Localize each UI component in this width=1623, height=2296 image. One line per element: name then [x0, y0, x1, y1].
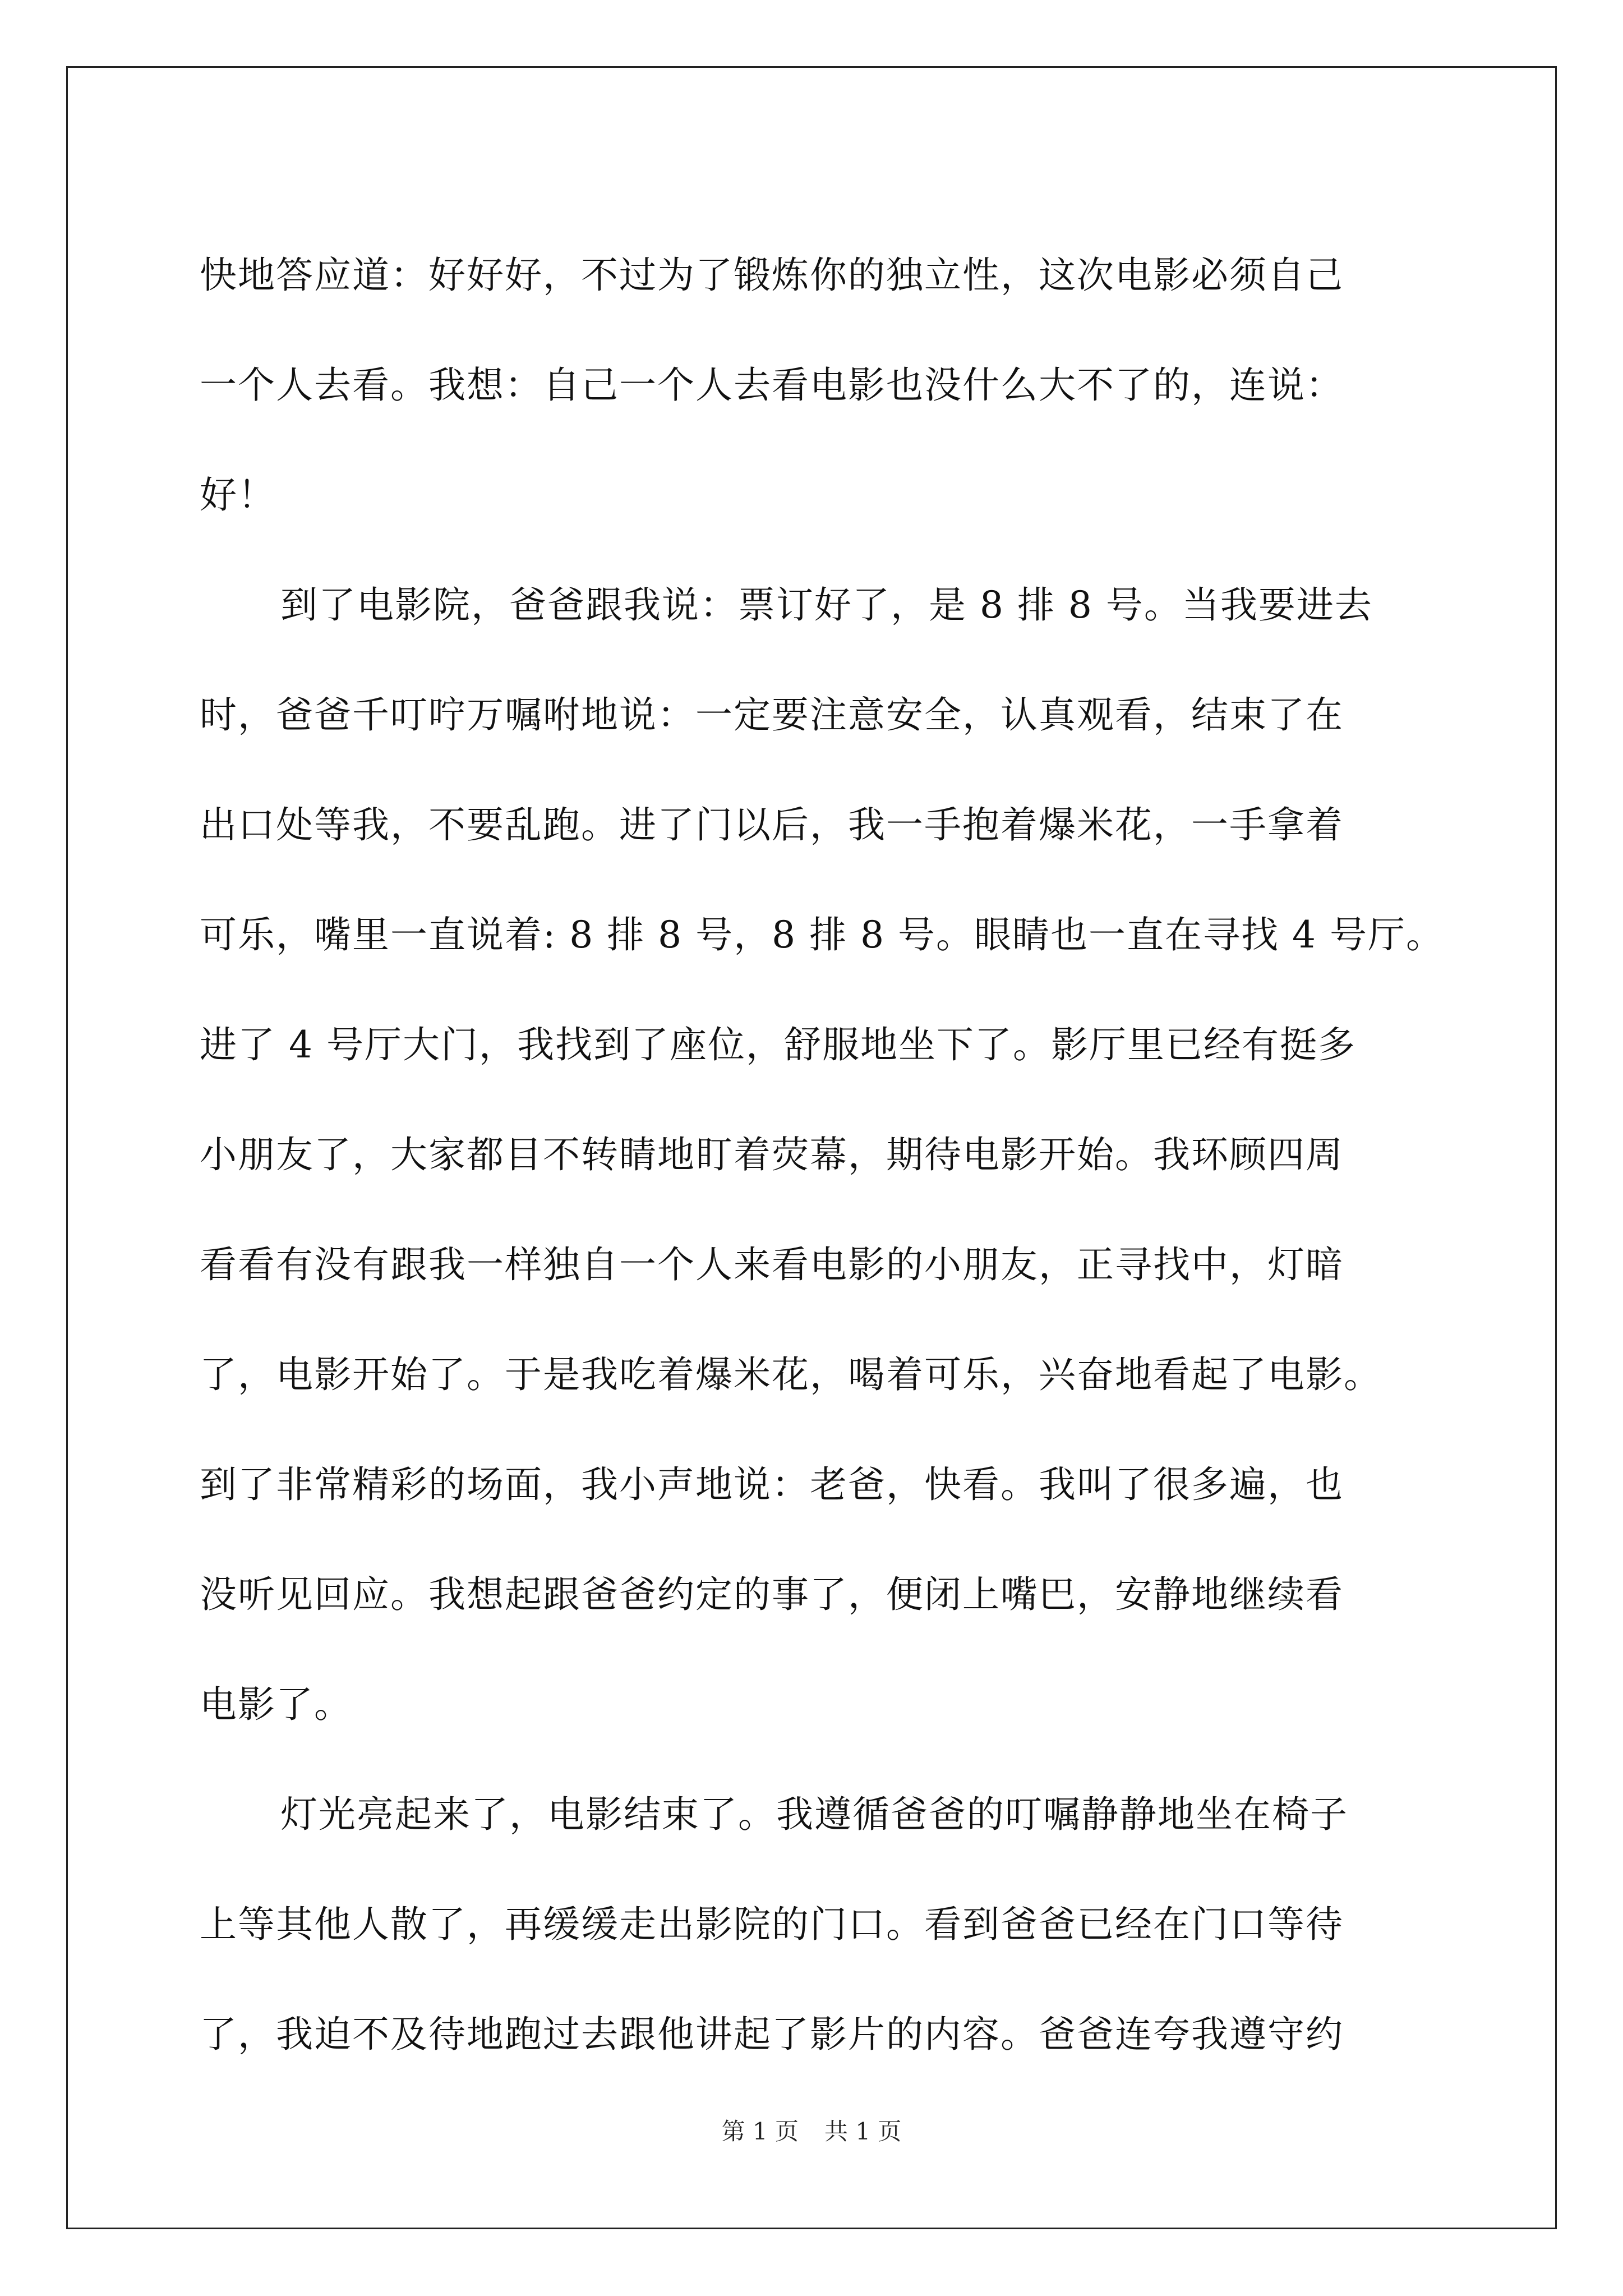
paragraph-start-line: 灯光亮起来了，电影结束了。我遵循爸爸的叮嘱静静地坐在椅子: [280, 1793, 1348, 1836]
text-line: 了，电影开始了。于是我吃着爆米花，喝着可乐，兴奋地看起了电影。: [200, 1353, 1382, 1396]
text-line: 出口处等我，不要乱跑。进了门以后，我一手抱着爆米花，一手拿着: [200, 803, 1344, 846]
text-line: 没听见回应。我想起跟爸爸约定的事了，便闭上嘴巴，安静地继续看: [200, 1573, 1344, 1616]
text-line: 小朋友了，大家都目不转睛地盯着荧幕，期待电影开始。我环顾四周: [200, 1133, 1344, 1176]
text-line: 进了 4 号厅大门，我找到了座位，舒服地坐下了。影厅里已经有挺多: [200, 1023, 1356, 1066]
page-count: 共 1 页: [824, 2118, 902, 2145]
text-line: 电影了。: [200, 1683, 352, 1726]
text-line: 可乐，嘴里一直说着: 8 排 8 号，8 排 8 号。眼睛也一直在寻找 4 号厅。: [200, 913, 1445, 956]
text-line: 好！: [200, 473, 276, 517]
text-line: 了，我迫不及待地跑过去跟他讲起了影片的内容。爸爸连夸我遵守约: [200, 2013, 1344, 2056]
text-line: 到了非常精彩的场面，我小声地说：老爸，快看。我叫了很多遍，也: [200, 1463, 1344, 1506]
paragraph-start-line: 到了电影院，爸爸跟我说：票订好了，是 8 排 8 号。当我要进去: [280, 583, 1373, 627]
text-line: 时，爸爸千叮咛万嘱咐地说：一定要注意安全，认真观看，结束了在: [200, 693, 1344, 737]
document-body: [200, 220, 1484, 2090]
page-number: 第 1 页: [721, 2118, 799, 2145]
page-footer: [0, 2115, 1623, 2148]
text-line: 快地答应道：好好好，不过为了锻炼你的独立性，这次电影必须自己: [200, 254, 1344, 297]
text-line: 上等其他人散了，再缓缓走出影院的门口。看到爸爸已经在门口等待: [200, 1903, 1344, 1946]
text-line: 一个人去看。我想：自己一个人去看电影也没什么大不了的，连说：: [200, 364, 1344, 407]
text-line: 看看有没有跟我一样独自一个人来看电影的小朋友，正寻找中，灯暗: [200, 1243, 1344, 1286]
